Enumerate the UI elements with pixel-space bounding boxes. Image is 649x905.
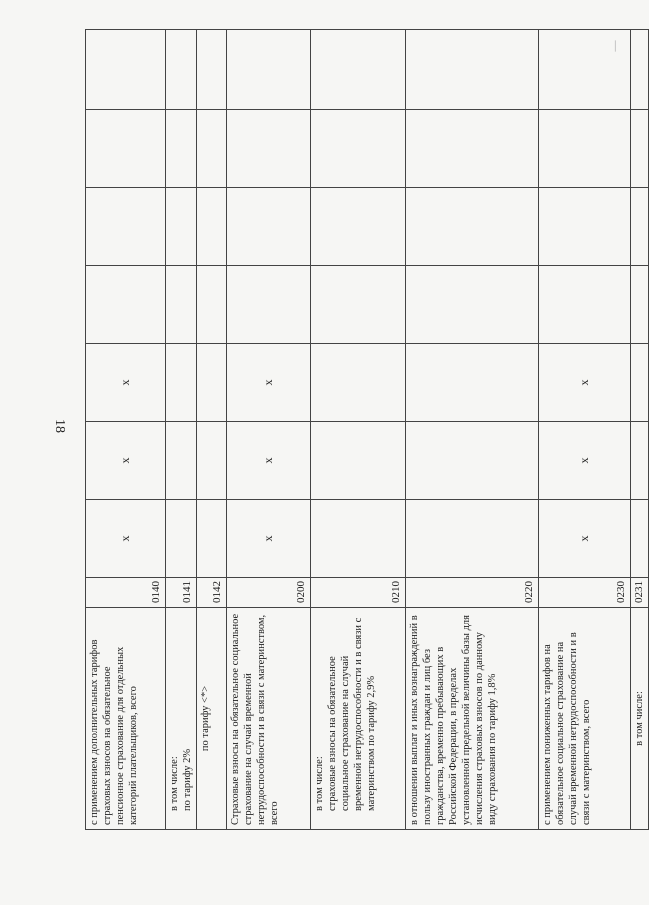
rotated-table-container (85, 30, 645, 830)
row-description: в том числе: по тарифу 2% (166, 608, 197, 830)
row-description: в том числе: страховые взносы на обязательное социальное страхование на случай временной нетрудоспособности и в связи с материнством по тарифу 2,9% (311, 608, 406, 830)
value-cell (197, 500, 227, 578)
empty-cell (166, 110, 197, 188)
empty-cell (311, 30, 406, 110)
empty-cell (86, 30, 166, 110)
row-description: с применением пониженных тарифов на обязательное социальное страхование на случай временной нетрудоспособности и в связи с материнством, всего (539, 608, 631, 830)
empty-cell (539, 110, 631, 188)
value-cell (311, 422, 406, 500)
value-cell (197, 422, 227, 500)
value-cell (631, 422, 649, 500)
empty-cell (197, 266, 227, 344)
empty-cell (406, 266, 539, 344)
table-row (311, 30, 406, 830)
value-cell (311, 344, 406, 422)
value-cell: x (86, 344, 166, 422)
form-table-wrapper (85, 30, 645, 830)
table-row (86, 30, 166, 830)
row-code: 0142 (197, 578, 227, 608)
empty-cell (631, 188, 649, 266)
table-row (539, 30, 631, 830)
empty-cell (227, 188, 311, 266)
empty-cell (227, 266, 311, 344)
table-row (631, 30, 649, 830)
value-cell: x (227, 500, 311, 578)
empty-cell (166, 266, 197, 344)
value-cell: x (86, 422, 166, 500)
value-cell (197, 344, 227, 422)
value-cell (406, 344, 539, 422)
empty-cell (311, 110, 406, 188)
value-cell: x (86, 500, 166, 578)
empty-cell (197, 188, 227, 266)
row-code: 0200 (227, 578, 311, 608)
page-edge-mark: — (609, 40, 622, 52)
insurance-contributions-table (85, 29, 649, 830)
value-cell (166, 344, 197, 422)
empty-cell (311, 266, 406, 344)
row-code: 0141 (166, 578, 197, 608)
value-cell (166, 500, 197, 578)
empty-cell (406, 110, 539, 188)
row-code: 0220 (406, 578, 539, 608)
table-row (227, 30, 311, 830)
empty-cell (406, 188, 539, 266)
empty-cell (197, 30, 227, 110)
empty-cell (631, 266, 649, 344)
empty-cell (539, 266, 631, 344)
value-cell (406, 500, 539, 578)
value-cell: x (539, 500, 631, 578)
value-cell (631, 500, 649, 578)
empty-cell (631, 30, 649, 110)
row-description: в том числе: (631, 608, 649, 830)
table-row (197, 30, 227, 830)
row-code: 0210 (311, 578, 406, 608)
table-row (166, 30, 197, 830)
row-code: 0231 (631, 578, 649, 608)
row-description: в отношении выплат и иных вознаграждений в пользу иностранных граждан и лиц без гражданства, временно пребывающих в Российской Федерации, в пределах установленной предельной величины базы для исчисления страховых взносов по данному виду страхования по тарифу 1,8% (406, 608, 539, 830)
value-cell: x (227, 344, 311, 422)
row-code: 0230 (539, 578, 631, 608)
row-description: по тарифу <*> (197, 608, 227, 830)
value-cell (311, 500, 406, 578)
empty-cell (406, 30, 539, 110)
empty-cell (227, 110, 311, 188)
empty-cell (197, 110, 227, 188)
value-cell: x (539, 344, 631, 422)
empty-cell (227, 30, 311, 110)
empty-cell (166, 188, 197, 266)
page-number: 18 (52, 419, 67, 433)
value-cell: x (539, 422, 631, 500)
empty-cell (86, 266, 166, 344)
value-cell (166, 422, 197, 500)
row-description: Страховые взносы на обязательное социальное страхование на случай временной нетрудоспособности и в связи с материнством, всего (227, 608, 311, 830)
empty-cell (631, 110, 649, 188)
value-cell (631, 344, 649, 422)
value-cell (406, 422, 539, 500)
row-description: с применением дополнительных тарифов страховых взносов на обязательное пенсионное страхование для отдельных категорий плательщиков, всего (86, 608, 166, 830)
value-cell: x (227, 422, 311, 500)
empty-cell (86, 110, 166, 188)
empty-cell (539, 30, 631, 110)
empty-cell (311, 188, 406, 266)
table-row (406, 30, 539, 830)
empty-cell (166, 30, 197, 110)
empty-cell (86, 188, 166, 266)
empty-cell (539, 188, 631, 266)
row-code: 0140 (86, 578, 166, 608)
